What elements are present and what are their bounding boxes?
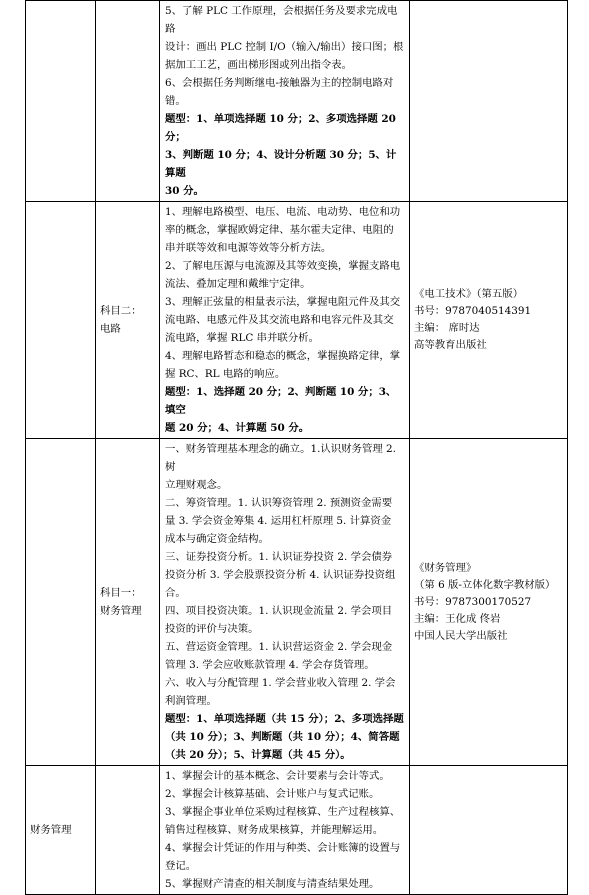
content-item: 4、理解电路暂态和稳态的概念，掌握换路定律，掌 握 RC、RL 电路的响应。 — [165, 350, 401, 380]
content-item: 1、掌握会计的基本概念、会计要素与会计等式。 — [165, 770, 390, 782]
book-cell-3 — [410, 439, 568, 766]
table-row-accounting — [26, 766, 568, 895]
book-publisher: 高等教育出版社 — [414, 339, 487, 351]
content-item: 三、证券投资分析。1. 认识证券投资 2. 学会债券 投资分析 3. 学会股票投资分析 4. 认识证券投资组 合。 — [165, 551, 396, 599]
table-row-plc — [26, 1, 568, 202]
content-item: 2、掌握会计核算基础、会计账户与复式记账。 — [165, 788, 380, 800]
content-item: 二、筹资管理。1. 认识筹资管理 2. 预测资金需要 量 3. 学会资金筹集 4. 运用杠杆原理 5. 计算资金 成本与确定资金结构。 — [165, 497, 393, 545]
content-item: 3、理解正弦量的相量表示法，掌握电阻元件及其交 流电路、电感元件及其交流电路和电容元件及其交 流电路，掌握 RLC 串并联分析。 — [165, 296, 401, 344]
table-row-finance — [26, 439, 568, 766]
content-item: 3、掌握企事业单位采购过程核算、生产过程核算、 销售过程核算、财务成果核算，并能理解运用。 — [165, 806, 401, 836]
book-title: 《财务管理》 — [414, 561, 477, 574]
question-types: 题型：1、选择题 20 分；2、判断题 10 分；3、填空 题 20 分；4、计算题 50 分。 — [165, 386, 397, 434]
syllabus-table — [25, 0, 568, 895]
content-cell-4 — [160, 766, 410, 895]
content-item: 1、理解电路模型、电压、电流、电动势、电位和功 率的概念，掌握欧姆定律、基尔霍夫定律、电阻的 串并联等效和电源等效等分析方法。 — [165, 206, 401, 254]
content-item: 六、收入与分配管理 1. 学会营业收入管理 2. 学会 利润管理。 — [165, 677, 396, 707]
content-item: 五、营运资金管理。1. 认识营运资金 2. 学会现金 管理 3. 学会应收账款管理 4. 学会存货管理。 — [165, 641, 393, 671]
category-cell-1 — [26, 1, 96, 202]
book-cell-2 — [410, 202, 568, 439]
content-cell-2 — [160, 202, 410, 439]
category-cell-2 — [26, 202, 96, 439]
subject-cell-4 — [96, 766, 160, 895]
content-item: 四、项目投资决策。1. 认识现金流量 2. 学会项目 投资的评价与决策。 — [165, 605, 393, 635]
book-edition: （第 6 版-立体化数字教材版） — [414, 578, 556, 591]
book-title: 《电工技术》（第五版） — [414, 288, 524, 300]
table-row-circuit — [26, 202, 568, 439]
subject-cell-2 — [96, 202, 160, 439]
category-cell-4 — [26, 766, 96, 895]
subject-label: 科目二： 电路 — [100, 305, 142, 335]
content-cell-3 — [160, 439, 410, 766]
content-item: 5、了解 PLC 工作原理，会根据任务及要求完成电路 设计：画出 PLC 控制 I/O（输入/输出）接口图；根 据加工工艺，画出梯形图或列出指令表。 — [165, 5, 404, 71]
content-cell-1 — [160, 1, 410, 202]
content-item: 6、会根据任务判断继电-接触器为主的控制电路对 错。 — [165, 77, 394, 107]
content-item: 4、掌握会计凭证的作用与种类、会计账簿的设置与 登记。 — [165, 842, 401, 872]
book-publisher: 中国人民大学出版社 — [414, 629, 508, 642]
book-editor: 主编：王化成 佟岩 — [414, 612, 501, 625]
content-item: 2、了解电压源与电流源及其等效变换，掌握支路电 流法、叠加定理和戴维宁定律。 — [165, 260, 401, 290]
subject-label: 科目一： 财务管理 — [100, 587, 142, 617]
question-types: 题型：1、单项选择题 10 分；2、多项选择题 20 分； 3、判断题 10 分；4、设计分析题 30 分；5、计算题 30 分。 — [165, 113, 397, 197]
subject-cell-3 — [96, 439, 160, 766]
book-isbn: 书号：9787040514391 — [414, 305, 532, 317]
category-cell-3 — [26, 439, 96, 766]
content-item: 一、财务管理基本理念的确立。1.认识财务管理 2.树 立理财观念。 — [165, 443, 396, 491]
subject-cell-1 — [96, 1, 160, 202]
book-cell-1 — [410, 1, 568, 202]
book-editor: 主编： 席时达 — [414, 322, 480, 334]
book-cell-4 — [410, 766, 568, 895]
category-label: 财务管理 — [30, 824, 72, 836]
question-types: 题型：1、单项选择题（共 15 分）；2、多项选择题 （共 10 分）；3、判断题（共 10 分）；4、简答题 （共 20 分）；5、计算题（共 45 分）。 — [165, 713, 404, 761]
content-item: 5、掌握财产清查的相关制度与清查结果处理。 — [165, 878, 380, 890]
book-isbn: 书号：9787300170527 — [414, 595, 532, 608]
